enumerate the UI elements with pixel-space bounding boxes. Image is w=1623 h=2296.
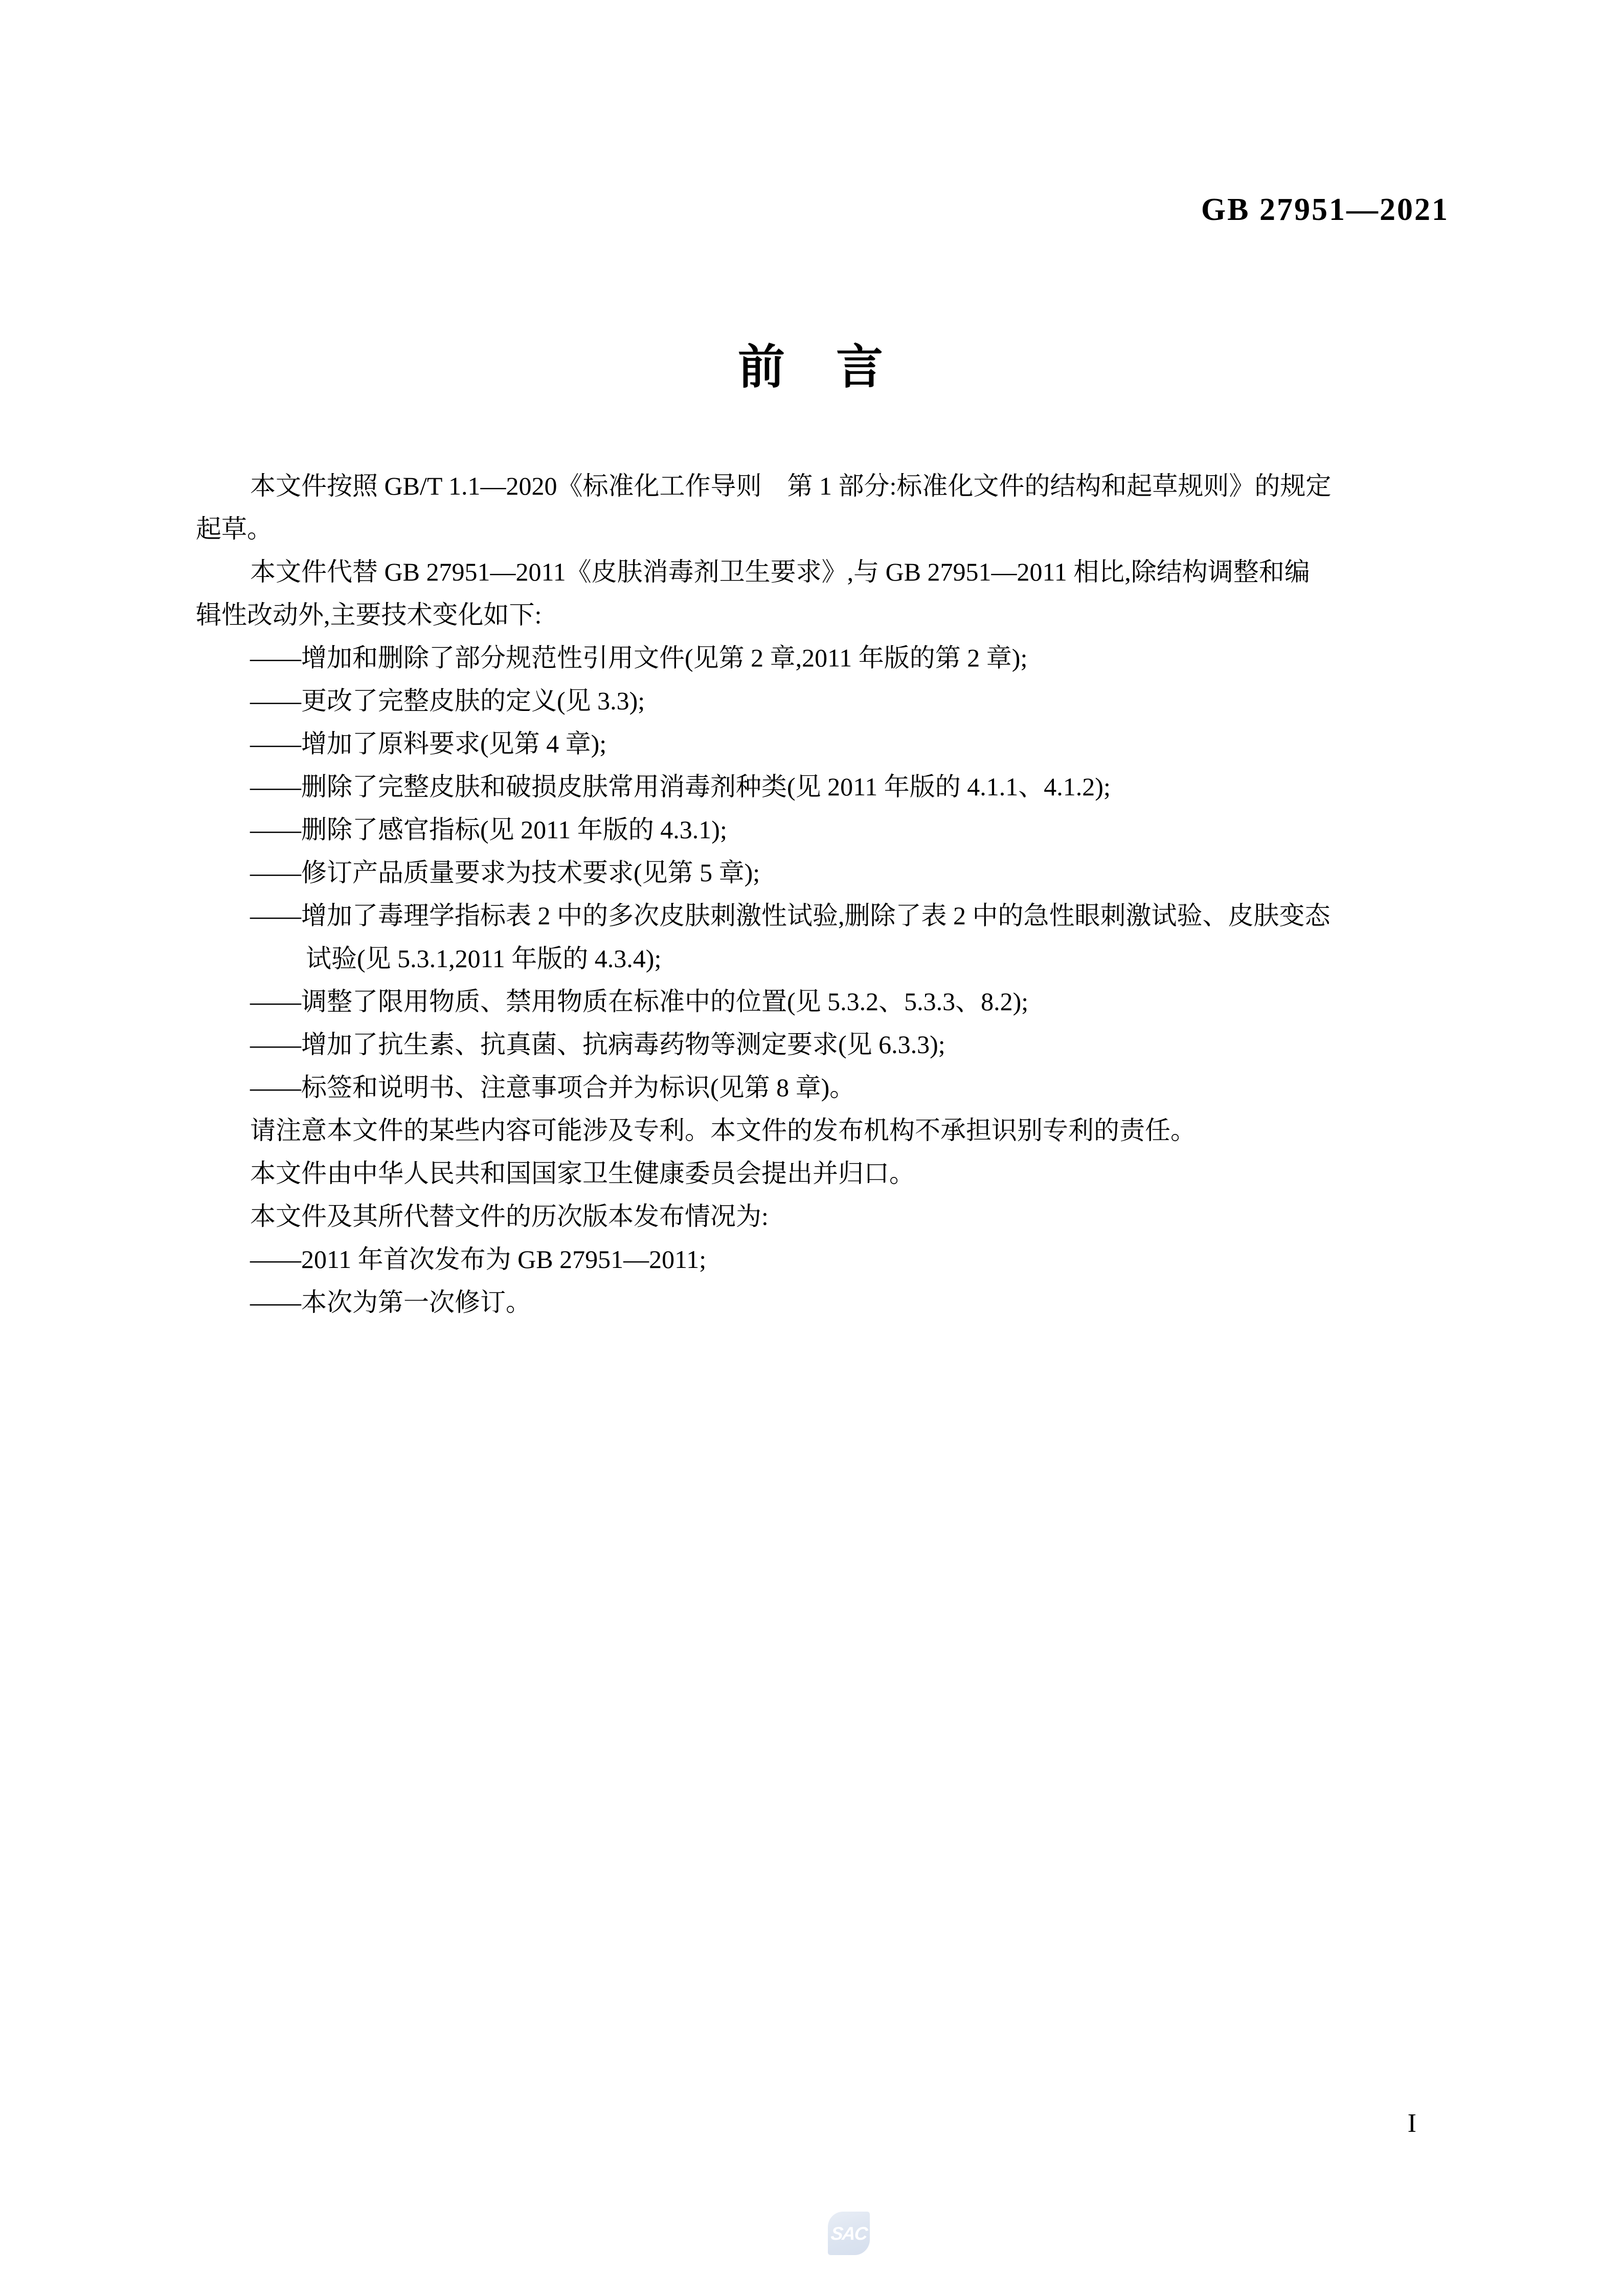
list-item-line: ——删除了感官指标(见 2011 年版的 4.3.1);	[250, 815, 727, 844]
list-item-line: ——增加了原料要求(见第 4 章);	[250, 729, 607, 758]
paragraph-line: 本文件按照 GB/T 1.1—2020《标准化工作导则 第 1 部分:标准化文件的结构和起草规则》的规定	[250, 472, 1332, 500]
list-item-line: ——更改了完整皮肤的定义(见 3.3);	[250, 686, 645, 715]
page-number: I	[1407, 2109, 1416, 2138]
paragraph-line: 请注意本文件的某些内容可能涉及专利。本文件的发布机构不承担识别专利的责任。	[250, 1116, 1196, 1145]
standard-code: GB 27951—2021	[1201, 192, 1449, 227]
list-item-line: ——修订产品质量要求为技术要求(见第 5 章);	[250, 858, 760, 887]
paragraph-line: 本文件代替 GB 27951—2011《皮肤消毒剂卫生要求》,与 GB 27951—2011 相比,除结构调整和编	[250, 558, 1310, 586]
foreword-body	[196, 464, 1454, 1324]
paragraph-line: 本文件及其所代替文件的历次版本发布情况为:	[250, 1202, 769, 1231]
list-item-line: ——标签和说明书、注意事项合并为标识(见第 8 章)。	[250, 1073, 855, 1102]
paragraph-line: 本文件由中华人民共和国国家卫生健康委员会提出并归口。	[250, 1159, 915, 1188]
list-item-line: ——增加了抗生素、抗真菌、抗病毒药物等测定要求(见 6.3.3);	[250, 1030, 945, 1059]
list-item-line: ——删除了完整皮肤和破损皮肤常用消毒剂种类(见 2011 年版的 4.1.1、4.1.2);	[250, 772, 1111, 801]
list-item-line: ——增加和删除了部分规范性引用文件(见第 2 章,2011 年版的第 2 章);	[250, 643, 1028, 672]
list-item-line: ——调整了限用物质、禁用物质在标准中的位置(见 5.3.2、5.3.3、8.2);	[250, 987, 1029, 1016]
list-item-line: ——2011 年首次发布为 GB 27951—2011;	[250, 1245, 707, 1274]
sac-watermark-label: SAC	[829, 2222, 868, 2244]
page-title: 前 言	[737, 341, 885, 393]
paragraph-line: 辑性改动外,主要技术变化如下:	[196, 600, 542, 629]
paragraph-line: 起草。	[196, 515, 273, 543]
list-item-continuation-line: 试验(见 5.3.1,2011 年版的 4.3.4);	[306, 944, 662, 973]
sac-watermark-logo	[828, 2212, 870, 2255]
list-item-line: ——增加了毒理学指标表 2 中的多次皮肤刺激性试验,删除了表 2 中的急性眼刺激试验、皮肤变态	[250, 901, 1331, 930]
list-item-line: ——本次为第一次修订。	[250, 1288, 531, 1317]
